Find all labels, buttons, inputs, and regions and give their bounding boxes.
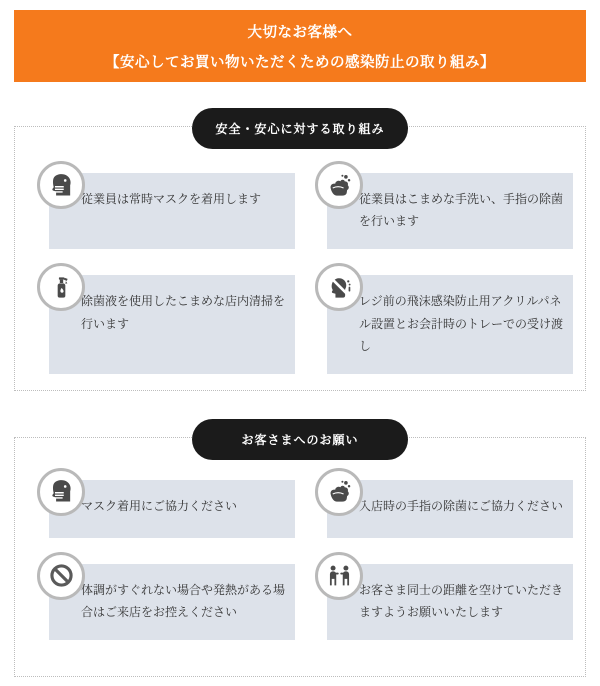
mask-face-icon xyxy=(48,172,75,199)
banner-title: 大切なお客様へ xyxy=(247,24,353,41)
icon-circle xyxy=(315,161,363,209)
section-title-pill: お客さまへのお願い xyxy=(192,419,408,460)
item-card xyxy=(27,263,295,374)
item-card xyxy=(27,552,295,640)
item-text: 従業員はこまめな手洗い、手指の除菌を行います xyxy=(327,173,573,249)
item-card xyxy=(27,468,295,538)
section-customer-requests xyxy=(14,432,586,677)
section-safety-initiatives xyxy=(14,122,586,391)
social-distance-icon xyxy=(326,562,353,589)
icon-circle xyxy=(37,552,85,600)
item-text: お客さま同士の距離を空けていただきますようお願いいたします xyxy=(327,564,573,640)
requests-grid xyxy=(27,468,573,640)
icon-circle xyxy=(37,161,85,209)
item-text: 従業員は常時マスクを着用します xyxy=(49,173,295,249)
item-card xyxy=(305,552,573,640)
icon-circle xyxy=(315,552,363,600)
item-text: 体調がすぐれない場合や発熱がある場合はご来店をお控えください xyxy=(49,564,295,640)
item-text: 除菌液を使用したこまめな店内清掃を行います xyxy=(49,275,295,374)
splash-guard-icon xyxy=(326,274,353,301)
icon-circle xyxy=(37,468,85,516)
item-text: 入店時の手指の除菌にご協力ください xyxy=(327,480,573,538)
initiatives-grid xyxy=(27,161,573,374)
banner-subtitle: 【安心してお買い物いただくための感染防止の取り組み】 xyxy=(105,54,495,71)
item-text: レジ前の飛沫感染防止用アクリルパネル設置とお会計時のトレーでの受け渡し xyxy=(327,275,573,374)
icon-circle xyxy=(315,468,363,516)
item-card xyxy=(27,161,295,249)
section-title-pill: 安全・安心に対する取り組み xyxy=(192,108,408,149)
no-entry-icon xyxy=(48,562,75,589)
spray-bottle-icon xyxy=(48,274,75,301)
hand-washing-icon xyxy=(326,172,353,199)
item-card xyxy=(305,263,573,374)
notice-banner xyxy=(14,10,586,82)
item-text: マスク着用にご協力ください xyxy=(49,480,295,538)
item-card xyxy=(305,161,573,249)
mask-face-icon xyxy=(48,478,75,505)
item-card xyxy=(305,468,573,538)
hand-washing-icon xyxy=(326,478,353,505)
